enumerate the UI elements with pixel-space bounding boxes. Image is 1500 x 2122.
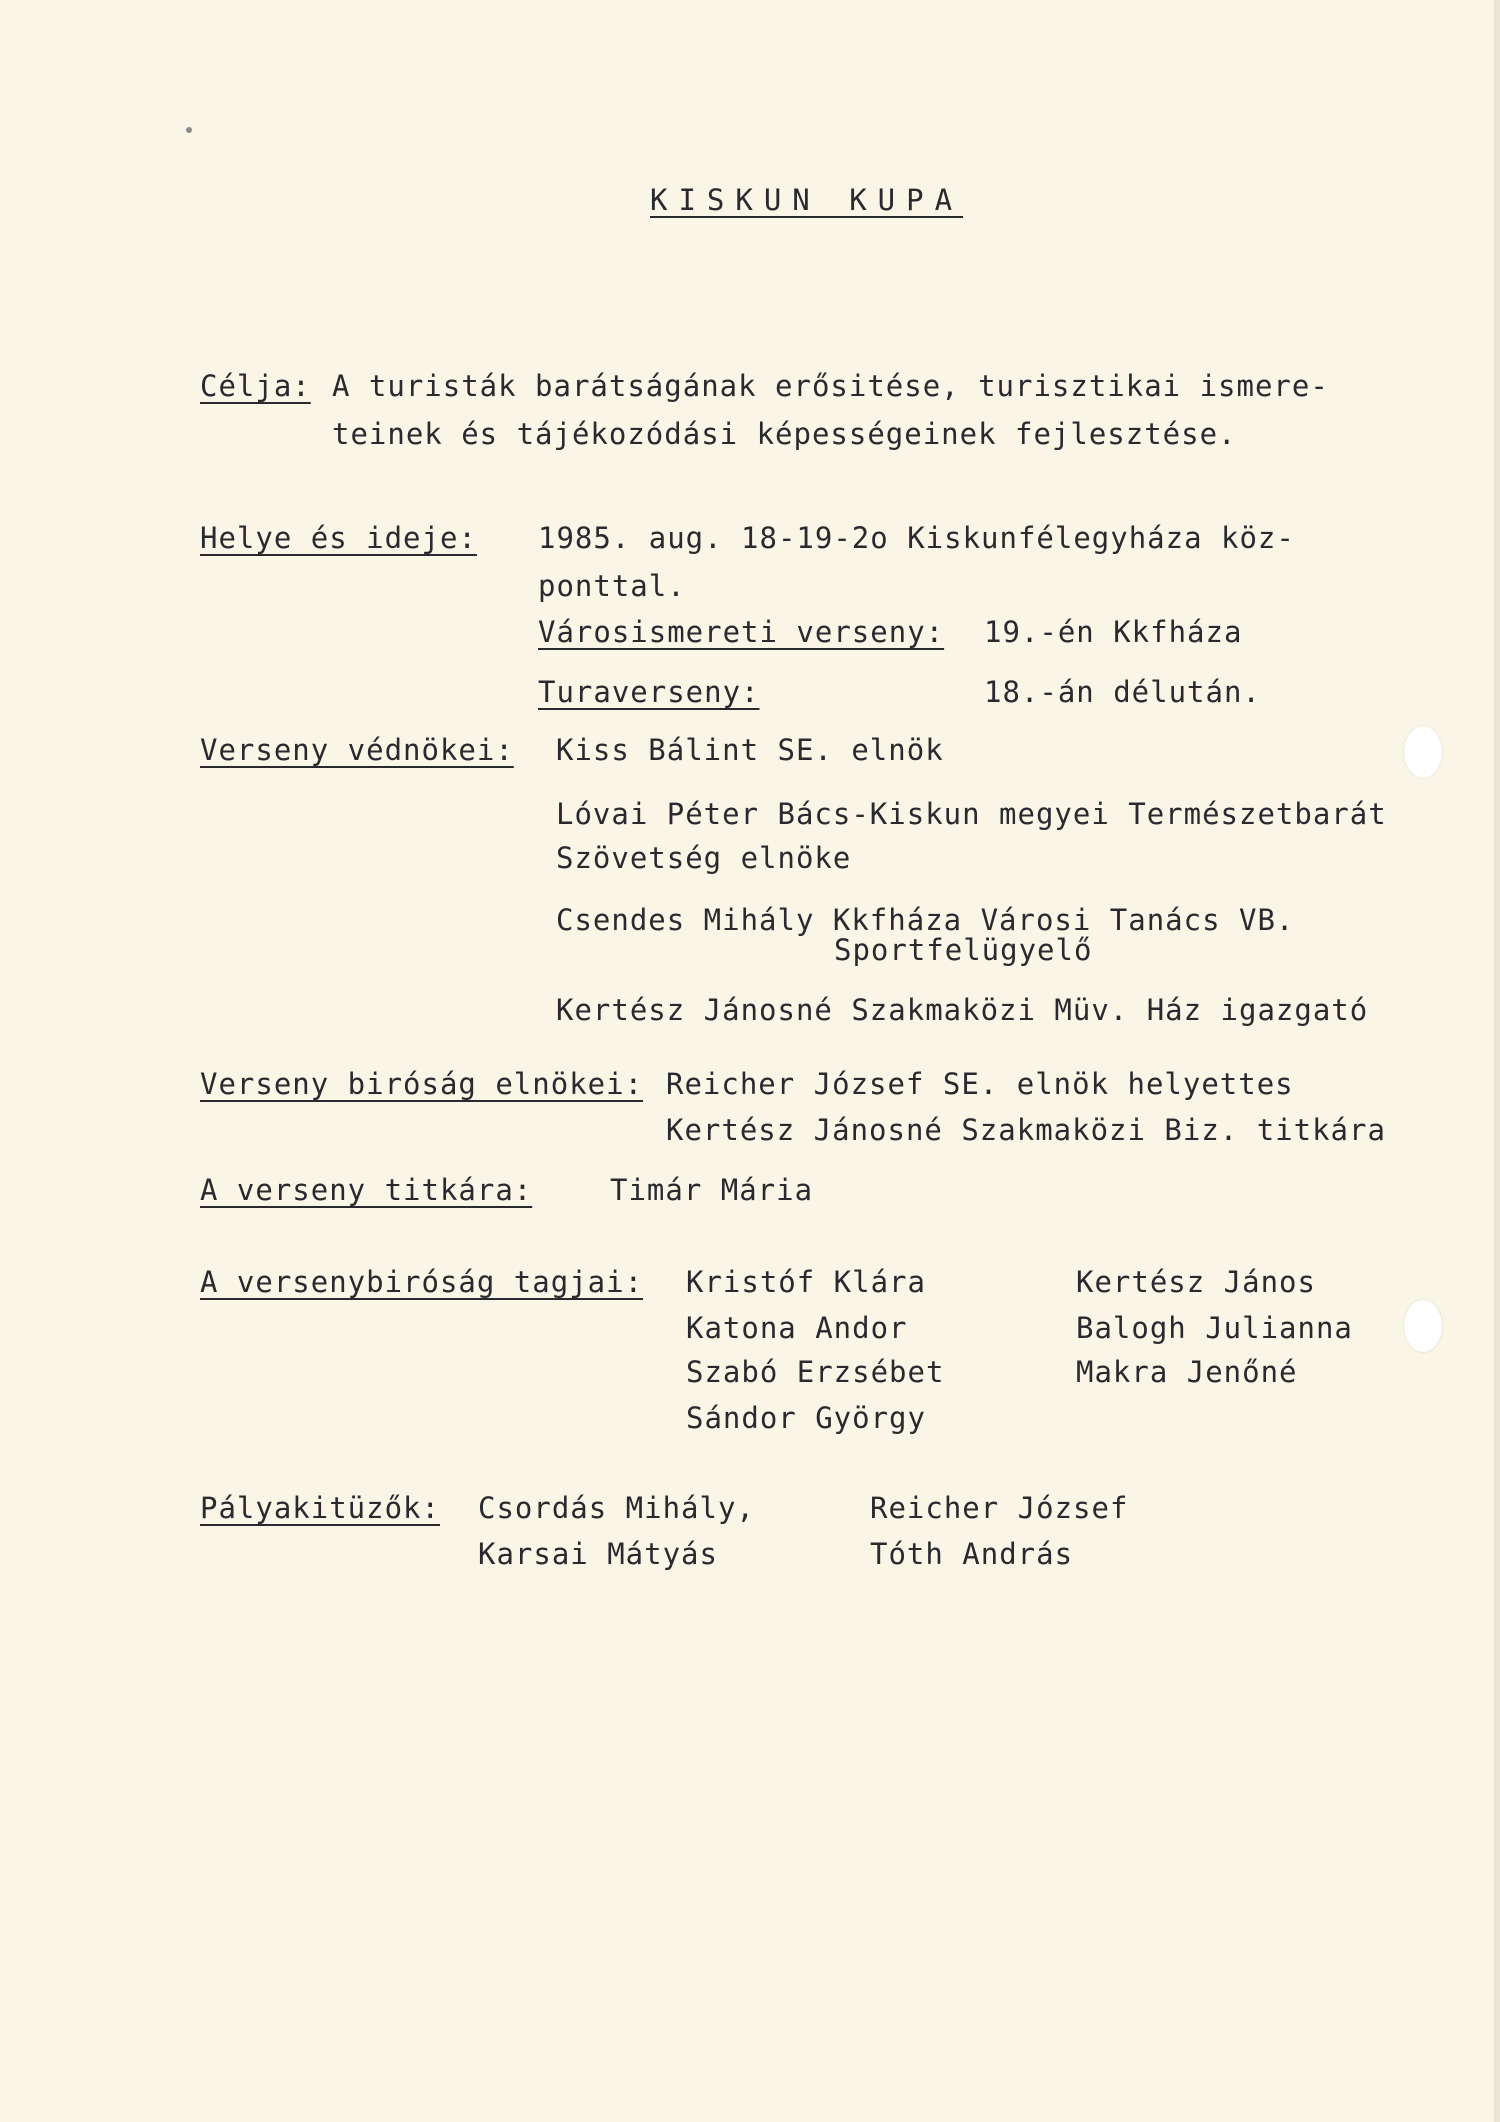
birosag-elnokei-label: Verseny biróság elnökei: <box>200 1067 644 1101</box>
document-title: KISKUN KUPA <box>650 183 964 217</box>
palyakituzo-col1-1: Csordás Mihály, <box>478 1491 755 1525</box>
tag-col2-2: Balogh Julianna <box>1076 1311 1353 1345</box>
celja-label: Célja: <box>200 369 311 403</box>
palyakituzo-col2-2: Tóth András <box>870 1537 1074 1571</box>
tag-col2-1: Kertész János <box>1076 1265 1316 1299</box>
helye-line-2: ponttal. <box>538 569 686 603</box>
tag-col1-2: Katona Andor <box>686 1311 908 1345</box>
vednok-3a: Csendes Mihály Kkfháza Városi Tanács VB. <box>556 903 1295 937</box>
titkar-label: A verseny titkára: <box>200 1173 533 1207</box>
vednokei-label: Verseny védnökei: <box>200 733 514 767</box>
vednok-2a: Lóvai Péter Bács-Kiskun megyei Természetbarát <box>556 797 1387 831</box>
tag-col2-3: Makra Jenőné <box>1076 1355 1298 1389</box>
palyakituzo-col1-2: Karsai Mátyás <box>478 1537 718 1571</box>
birosag-elnok-1: Reicher József SE. elnök helyettes <box>666 1067 1294 1101</box>
tagjai-label: A versenybiróság tagjai: <box>200 1265 644 1299</box>
punch-hole-bottom <box>1404 1300 1442 1352</box>
varosismereti-value: 19.-én Kkfháza <box>984 615 1243 649</box>
helye-line-1: 1985. aug. 18-19-2o Kiskunfélegyháza köz- <box>538 521 1295 555</box>
vednok-3b: Sportfelügyelő <box>834 933 1093 967</box>
palyakituzok-label: Pályakitüzők: <box>200 1491 440 1525</box>
turaverseny-label: Turaverseny: <box>538 675 760 709</box>
tag-col1-4: Sándor György <box>686 1401 926 1435</box>
tag-col1-1: Kristóf Klára <box>686 1265 926 1299</box>
vednok-4: Kertész Jánosné Szakmaközi Müv. Ház igazgató <box>556 993 1369 1027</box>
turaverseny-value: 18.-án délután. <box>984 675 1261 709</box>
celja-line-1: A turisták barátságának erősitése, turisztikai ismere- <box>332 369 1329 403</box>
tag-col1-3: Szabó Erzsébet <box>686 1355 945 1389</box>
titkar-name: Timár Mária <box>610 1173 814 1207</box>
varosismereti-label: Városismereti verseny: <box>538 615 945 649</box>
celja-line-2: teinek és tájékozódási képességeinek fejlesztése. <box>332 417 1237 451</box>
birosag-elnok-2: Kertész Jánosné Szakmaközi Biz. titkára <box>666 1113 1386 1147</box>
helye-label: Helye és ideje: <box>200 521 477 555</box>
vednok-2b: Szövetség elnöke <box>556 841 852 875</box>
ink-speck <box>186 127 192 133</box>
punch-hole-top <box>1404 726 1442 778</box>
palyakituzo-col2-1: Reicher József <box>870 1491 1129 1525</box>
vednok-1: Kiss Bálint SE. elnök <box>556 733 944 767</box>
